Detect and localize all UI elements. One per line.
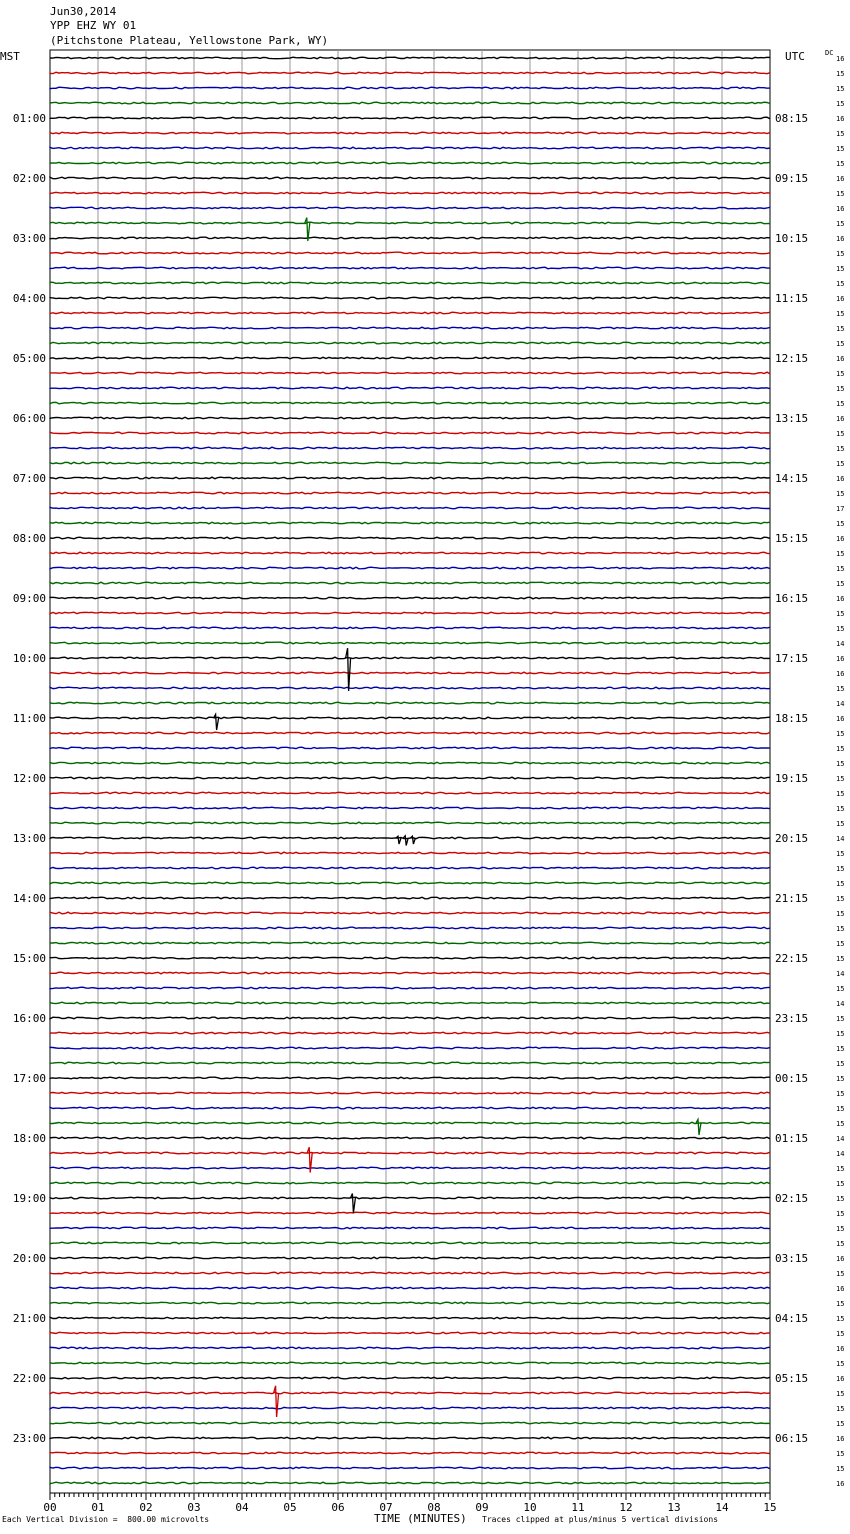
dc-offset-label: 15 bbox=[836, 1240, 845, 1248]
dc-offset-label: 15 bbox=[836, 625, 845, 633]
trace-row-37 bbox=[50, 612, 770, 614]
dc-offset-label: 15 bbox=[836, 1060, 845, 1068]
seismic-event bbox=[346, 648, 351, 691]
dc-offset-label: 15 bbox=[836, 370, 845, 378]
trace-row-19 bbox=[50, 342, 770, 344]
dc-offset-label: 15 bbox=[836, 580, 845, 588]
trace-row-16 bbox=[50, 297, 770, 299]
dc-offset-label: 15 bbox=[836, 1180, 845, 1188]
utc-hour-label: 10:15 bbox=[775, 232, 809, 245]
utc-hour-label: 06:15 bbox=[775, 1432, 809, 1445]
trace-row-75 bbox=[50, 1182, 770, 1184]
dc-offset-label: 15 bbox=[836, 220, 845, 228]
utc-hour-label: 16:15 bbox=[775, 592, 809, 605]
utc-hour-label: 12:15 bbox=[775, 352, 809, 365]
dc-offset-label: 16 bbox=[836, 715, 845, 723]
trace-row-50 bbox=[50, 807, 770, 809]
seismic-event bbox=[696, 1119, 701, 1135]
x-tick-label: 10 bbox=[523, 1501, 537, 1514]
dc-offset-label: 14 bbox=[836, 1135, 845, 1143]
trace-row-7 bbox=[50, 162, 770, 164]
trace-row-52 bbox=[50, 837, 770, 839]
trace-row-29 bbox=[50, 492, 770, 494]
dc-offset-label: 15 bbox=[836, 1225, 845, 1233]
dc-offset-label: 15 bbox=[836, 955, 845, 963]
utc-hour-label: 05:15 bbox=[775, 1372, 809, 1385]
trace-row-95 bbox=[50, 1482, 770, 1484]
trace-row-40 bbox=[50, 657, 770, 659]
trace-row-44 bbox=[50, 717, 770, 719]
trace-row-13 bbox=[50, 252, 770, 254]
utc-hour-label: 00:15 bbox=[775, 1072, 809, 1085]
dc-offset-label: 15 bbox=[836, 250, 845, 258]
x-tick-label: 05 bbox=[283, 1501, 297, 1514]
dc-offset-label: 16 bbox=[836, 1435, 845, 1443]
utc-hour-label: 01:15 bbox=[775, 1132, 809, 1145]
dc-offset-label: 15 bbox=[836, 325, 845, 333]
trace-row-69 bbox=[50, 1092, 770, 1094]
trace-row-24 bbox=[50, 417, 770, 419]
trace-row-64 bbox=[50, 1017, 770, 1019]
dc-offset-header: DC bbox=[825, 49, 834, 57]
dc-offset-label: 15 bbox=[836, 1405, 845, 1413]
x-tick-label: 08 bbox=[427, 1501, 441, 1514]
trace-row-70 bbox=[50, 1107, 770, 1109]
seismic-event bbox=[350, 1194, 355, 1214]
utc-hour-label: 21:15 bbox=[775, 892, 809, 905]
trace-row-62 bbox=[50, 987, 770, 989]
dc-offset-label: 15 bbox=[836, 1105, 845, 1113]
plot-frame bbox=[50, 50, 770, 1493]
dc-offset-label: 16 bbox=[836, 415, 845, 423]
dc-offset-label: 15 bbox=[836, 730, 845, 738]
trace-row-34 bbox=[50, 567, 770, 569]
dc-offset-label: 15 bbox=[836, 1030, 845, 1038]
mst-hour-label: 11:00 bbox=[12, 712, 46, 725]
dc-offset-label: 15 bbox=[836, 820, 845, 828]
trace-row-85 bbox=[50, 1332, 770, 1334]
x-axis-title: TIME (MINUTES) bbox=[374, 1512, 467, 1525]
mst-hour-label: 19:00 bbox=[12, 1192, 46, 1205]
trace-row-45 bbox=[50, 732, 770, 734]
dc-offset-label: 15 bbox=[836, 1045, 845, 1053]
dc-offset-label: 15 bbox=[836, 790, 845, 798]
trace-row-68 bbox=[50, 1077, 770, 1079]
dc-offset-label: 15 bbox=[836, 1015, 845, 1023]
dc-offset-label: 15 bbox=[836, 70, 845, 78]
utc-hour-label: 09:15 bbox=[775, 172, 809, 185]
dc-offset-label: 15 bbox=[836, 1420, 845, 1428]
trace-row-6 bbox=[50, 147, 770, 149]
dc-offset-label: 15 bbox=[836, 610, 845, 618]
dc-offset-label: 15 bbox=[836, 925, 845, 933]
trace-row-67 bbox=[50, 1062, 770, 1064]
dc-offset-label: 15 bbox=[836, 1165, 845, 1173]
dc-offset-label: 16 bbox=[836, 1345, 845, 1353]
trace-row-47 bbox=[50, 762, 770, 764]
trace-row-66 bbox=[50, 1047, 770, 1049]
dc-offset-label: 15 bbox=[836, 265, 845, 273]
dc-offset-label: 15 bbox=[836, 1450, 845, 1458]
utc-hour-label: 22:15 bbox=[775, 952, 809, 965]
dc-offset-label: 15 bbox=[836, 310, 845, 318]
trace-row-28 bbox=[50, 477, 770, 479]
mst-hour-label: 06:00 bbox=[12, 412, 46, 425]
trace-row-87 bbox=[50, 1362, 770, 1364]
dc-offset-label: 15 bbox=[836, 745, 845, 753]
trace-row-84 bbox=[50, 1317, 770, 1319]
dc-offset-label: 15 bbox=[836, 685, 845, 693]
mst-hour-label: 15:00 bbox=[12, 952, 46, 965]
trace-row-48 bbox=[50, 777, 770, 779]
dc-offset-label: 16 bbox=[836, 1480, 845, 1488]
dc-offset-label: 16 bbox=[836, 115, 845, 123]
dc-offset-label: 15 bbox=[836, 940, 845, 948]
trace-row-4 bbox=[50, 117, 770, 119]
x-tick-label: 14 bbox=[715, 1501, 729, 1514]
trace-row-5 bbox=[50, 132, 770, 134]
station-location: (Pitchstone Plateau, Yellowstone Park, WY) bbox=[50, 34, 329, 47]
dc-offset-label: 15 bbox=[836, 340, 845, 348]
dc-offset-label: 14 bbox=[836, 970, 845, 978]
dc-offset-label: 15 bbox=[836, 775, 845, 783]
dc-offset-label: 15 bbox=[836, 985, 845, 993]
mst-hour-label: 16:00 bbox=[12, 1012, 46, 1025]
dc-offset-label: 16 bbox=[836, 175, 845, 183]
x-tick-label: 11 bbox=[571, 1501, 585, 1514]
dc-offset-label: 15 bbox=[836, 145, 845, 153]
trace-row-92 bbox=[50, 1437, 770, 1439]
dc-offset-label: 15 bbox=[836, 850, 845, 858]
dc-offset-label: 15 bbox=[836, 1300, 845, 1308]
trace-row-83 bbox=[50, 1302, 770, 1304]
trace-row-63 bbox=[50, 1002, 770, 1004]
trace-row-10 bbox=[50, 207, 770, 209]
dc-offset-label: 15 bbox=[836, 805, 845, 813]
dc-offset-label: 15 bbox=[836, 190, 845, 198]
x-tick-label: 03 bbox=[187, 1501, 201, 1514]
trace-row-74 bbox=[50, 1167, 770, 1169]
trace-row-3 bbox=[50, 102, 770, 104]
dc-offset-label: 15 bbox=[836, 85, 845, 93]
seismic-event bbox=[403, 836, 408, 846]
dc-offset-label: 16 bbox=[836, 535, 845, 543]
trace-row-79 bbox=[50, 1242, 770, 1244]
trace-row-14 bbox=[50, 267, 770, 269]
utc-hour-label: 04:15 bbox=[775, 1312, 809, 1325]
x-tick-label: 04 bbox=[235, 1501, 249, 1514]
trace-row-2 bbox=[50, 87, 770, 89]
trace-row-59 bbox=[50, 942, 770, 944]
trace-row-80 bbox=[50, 1257, 770, 1259]
dc-offset-label: 16 bbox=[836, 55, 845, 63]
dc-offset-label: 15 bbox=[836, 760, 845, 768]
dc-offset-label: 15 bbox=[836, 1390, 845, 1398]
dc-offset-label: 15 bbox=[836, 460, 845, 468]
trace-row-8 bbox=[50, 177, 770, 179]
dc-offset-label: 15 bbox=[836, 430, 845, 438]
x-tick-label: 07 bbox=[379, 1501, 393, 1514]
trace-row-30 bbox=[50, 507, 770, 509]
utc-hour-label: 19:15 bbox=[775, 772, 809, 785]
x-tick-label: 00 bbox=[43, 1501, 57, 1514]
trace-row-46 bbox=[50, 747, 770, 749]
trace-row-27 bbox=[50, 462, 770, 464]
dc-offset-label: 15 bbox=[836, 1270, 845, 1278]
right-timezone-label: UTC bbox=[785, 50, 805, 63]
trace-row-12 bbox=[50, 237, 770, 239]
dc-offset-label: 15 bbox=[836, 280, 845, 288]
dc-offset-label: 15 bbox=[836, 1330, 845, 1338]
trace-row-89 bbox=[50, 1392, 770, 1394]
trace-row-39 bbox=[50, 642, 770, 644]
trace-row-71 bbox=[50, 1122, 770, 1124]
trace-row-0 bbox=[50, 57, 770, 59]
trace-row-1 bbox=[50, 72, 770, 74]
mst-hour-label: 21:00 bbox=[12, 1312, 46, 1325]
trace-row-38 bbox=[50, 627, 770, 629]
dc-offset-label: 15 bbox=[836, 550, 845, 558]
utc-hour-label: 15:15 bbox=[775, 532, 809, 545]
mst-hour-label: 08:00 bbox=[12, 532, 46, 545]
seismic-event bbox=[274, 1386, 279, 1417]
dc-offset-label: 14 bbox=[836, 1150, 845, 1158]
x-tick-label: 01 bbox=[91, 1501, 105, 1514]
trace-row-43 bbox=[50, 702, 770, 704]
dc-offset-label: 14 bbox=[836, 835, 845, 843]
mst-hour-label: 22:00 bbox=[12, 1372, 46, 1385]
dc-offset-label: 16 bbox=[836, 355, 845, 363]
mst-hour-label: 20:00 bbox=[12, 1252, 46, 1265]
trace-row-56 bbox=[50, 897, 770, 899]
trace-row-25 bbox=[50, 432, 770, 434]
mst-hour-label: 12:00 bbox=[12, 772, 46, 785]
trace-row-55 bbox=[50, 882, 770, 884]
trace-row-31 bbox=[50, 522, 770, 524]
station-id: YPP EHZ WY 01 bbox=[50, 19, 137, 32]
utc-hour-label: 02:15 bbox=[775, 1192, 809, 1205]
dc-offset-label: 16 bbox=[836, 235, 845, 243]
mst-hour-label: 17:00 bbox=[12, 1072, 46, 1085]
trace-row-73 bbox=[50, 1152, 770, 1154]
trace-row-22 bbox=[50, 387, 770, 389]
trace-row-57 bbox=[50, 912, 770, 914]
dc-offset-label: 15 bbox=[836, 385, 845, 393]
dc-offset-label: 15 bbox=[836, 160, 845, 168]
dc-offset-label: 16 bbox=[836, 475, 845, 483]
seismic-event bbox=[410, 836, 415, 844]
utc-hour-label: 18:15 bbox=[775, 712, 809, 725]
trace-row-41 bbox=[50, 672, 770, 674]
trace-row-94 bbox=[50, 1467, 770, 1469]
utc-hour-label: 08:15 bbox=[775, 112, 809, 125]
dc-offset-label: 15 bbox=[836, 400, 845, 408]
trace-row-26 bbox=[50, 447, 770, 449]
mst-hour-label: 18:00 bbox=[12, 1132, 46, 1145]
x-tick-label: 02 bbox=[139, 1501, 153, 1514]
trace-row-49 bbox=[50, 792, 770, 794]
dc-offset-label: 15 bbox=[836, 1075, 845, 1083]
trace-row-35 bbox=[50, 582, 770, 584]
dc-offset-label: 14 bbox=[836, 640, 845, 648]
trace-row-72 bbox=[50, 1137, 770, 1139]
dc-offset-label: 15 bbox=[836, 130, 845, 138]
trace-row-77 bbox=[50, 1212, 770, 1214]
x-tick-label: 06 bbox=[331, 1501, 345, 1514]
dc-offset-label: 15 bbox=[836, 1120, 845, 1128]
mst-hour-label: 01:00 bbox=[12, 112, 46, 125]
trace-row-33 bbox=[50, 552, 770, 554]
trace-row-91 bbox=[50, 1422, 770, 1424]
mst-hour-label: 23:00 bbox=[12, 1432, 46, 1445]
dc-offset-label: 15 bbox=[836, 520, 845, 528]
mst-hour-label: 05:00 bbox=[12, 352, 46, 365]
utc-hour-label: 20:15 bbox=[775, 832, 809, 845]
trace-row-88 bbox=[50, 1377, 770, 1379]
mst-hour-label: 03:00 bbox=[12, 232, 46, 245]
scale-note: Each Vertical Division = 800.00 microvolts bbox=[2, 1515, 210, 1524]
dc-offset-label: 15 bbox=[836, 445, 845, 453]
plot-date: Jun30,2014 bbox=[50, 5, 117, 18]
trace-row-82 bbox=[50, 1287, 770, 1289]
trace-row-42 bbox=[50, 687, 770, 689]
trace-row-21 bbox=[50, 372, 770, 374]
x-tick-label: 09 bbox=[475, 1501, 489, 1514]
dc-offset-label: 15 bbox=[836, 1195, 845, 1203]
trace-row-18 bbox=[50, 327, 770, 329]
utc-hour-label: 11:15 bbox=[775, 292, 809, 305]
left-timezone-label: MST bbox=[0, 50, 20, 63]
dc-offset-label: 15 bbox=[836, 490, 845, 498]
trace-row-61 bbox=[50, 972, 770, 974]
mst-hour-label: 13:00 bbox=[12, 832, 46, 845]
trace-row-11 bbox=[50, 222, 770, 224]
trace-row-90 bbox=[50, 1407, 770, 1409]
trace-row-17 bbox=[50, 312, 770, 314]
x-tick-label: 15 bbox=[763, 1501, 777, 1514]
dc-offset-label: 15 bbox=[836, 1360, 845, 1368]
dc-offset-label: 16 bbox=[836, 1255, 845, 1263]
mst-hour-label: 02:00 bbox=[12, 172, 46, 185]
dc-offset-label: 16 bbox=[836, 655, 845, 663]
utc-hour-label: 23:15 bbox=[775, 1012, 809, 1025]
dc-offset-label: 17 bbox=[836, 505, 845, 513]
dc-offset-label: 14 bbox=[836, 700, 845, 708]
dc-offset-label: 16 bbox=[836, 1375, 845, 1383]
mst-hour-label: 14:00 bbox=[12, 892, 46, 905]
x-tick-label: 13 bbox=[667, 1501, 681, 1514]
dc-offset-label: 15 bbox=[836, 1315, 845, 1323]
trace-row-78 bbox=[50, 1227, 770, 1229]
trace-row-51 bbox=[50, 822, 770, 824]
dc-offset-label: 15 bbox=[836, 895, 845, 903]
mst-hour-label: 04:00 bbox=[12, 292, 46, 305]
dc-offset-label: 15 bbox=[836, 100, 845, 108]
mst-hour-label: 07:00 bbox=[12, 472, 46, 485]
trace-row-32 bbox=[50, 537, 770, 539]
dc-offset-label: 14 bbox=[836, 1000, 845, 1008]
trace-row-53 bbox=[50, 852, 770, 854]
trace-row-93 bbox=[50, 1452, 770, 1454]
utc-hour-label: 14:15 bbox=[775, 472, 809, 485]
trace-row-15 bbox=[50, 282, 770, 284]
utc-hour-label: 17:15 bbox=[775, 652, 809, 665]
trace-row-65 bbox=[50, 1032, 770, 1034]
mst-hour-label: 09:00 bbox=[12, 592, 46, 605]
dc-offset-label: 16 bbox=[836, 670, 845, 678]
dc-offset-label: 15 bbox=[836, 910, 845, 918]
dc-offset-label: 15 bbox=[836, 1465, 845, 1473]
dc-offset-label: 16 bbox=[836, 1285, 845, 1293]
clip-note: Traces clipped at plus/minus 5 vertical divisions bbox=[482, 1515, 719, 1524]
x-tick-label: 12 bbox=[619, 1501, 633, 1514]
dc-offset-label: 15 bbox=[836, 565, 845, 573]
dc-offset-label: 16 bbox=[836, 205, 845, 213]
trace-row-20 bbox=[50, 357, 770, 359]
mst-hour-label: 10:00 bbox=[12, 652, 46, 665]
trace-row-23 bbox=[50, 402, 770, 404]
dc-offset-label: 15 bbox=[836, 880, 845, 888]
dc-offset-label: 15 bbox=[836, 1090, 845, 1098]
trace-row-58 bbox=[50, 927, 770, 929]
trace-row-81 bbox=[50, 1272, 770, 1274]
dc-offset-label: 16 bbox=[836, 595, 845, 603]
utc-hour-label: 13:15 bbox=[775, 412, 809, 425]
trace-row-36 bbox=[50, 597, 770, 599]
trace-row-76 bbox=[50, 1197, 770, 1199]
dc-offset-label: 15 bbox=[836, 865, 845, 873]
trace-row-60 bbox=[50, 957, 770, 959]
trace-row-86 bbox=[50, 1347, 770, 1349]
trace-row-54 bbox=[50, 867, 770, 869]
dc-offset-label: 16 bbox=[836, 295, 845, 303]
dc-offset-label: 15 bbox=[836, 1210, 845, 1218]
trace-row-9 bbox=[50, 192, 770, 194]
utc-hour-label: 03:15 bbox=[775, 1252, 809, 1265]
